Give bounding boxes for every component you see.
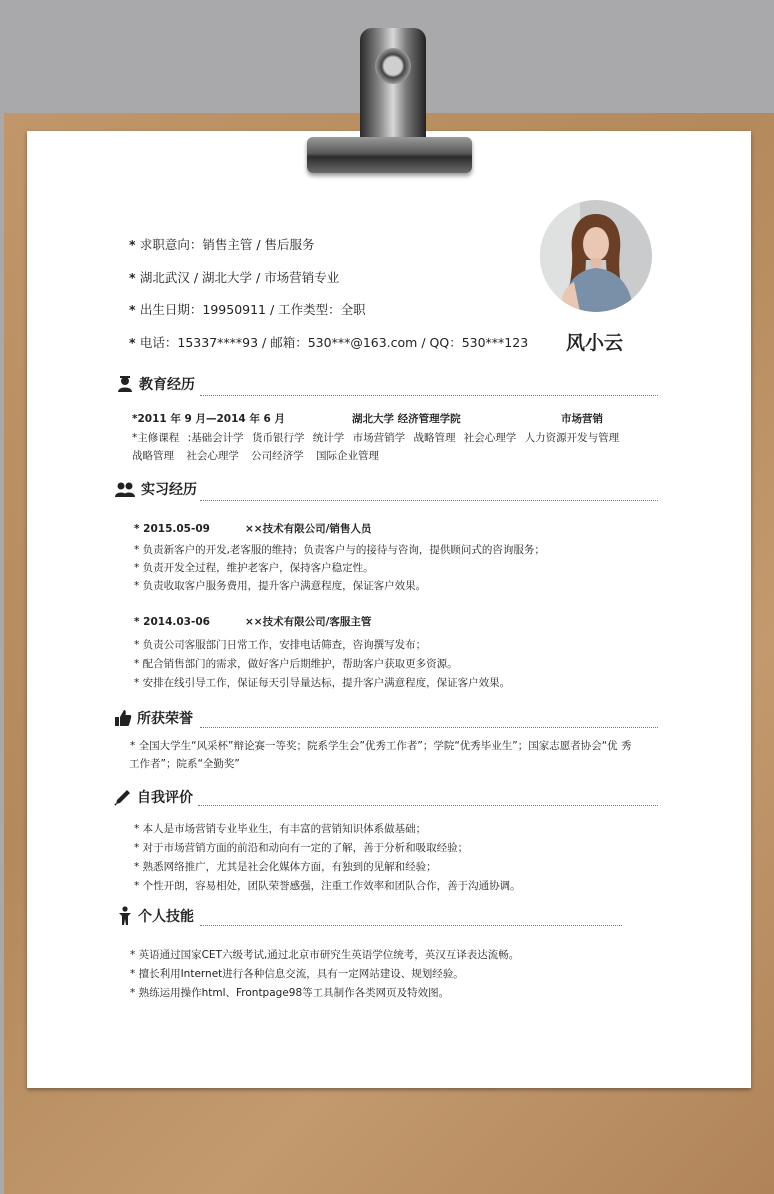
education-title: 教育经历	[139, 377, 195, 393]
education-major: 市场营销	[561, 413, 603, 425]
binder-clip-icon	[360, 28, 426, 143]
section-honors	[114, 708, 193, 728]
job-intention: 求职意向：销售主管 / 售后服务	[139, 237, 315, 252]
job-1-date: * 2015.05-09	[134, 523, 210, 535]
self-evaluation-item: * 本人是市场营销专业毕业生，有丰富的营销知识体系做基础；	[134, 823, 427, 835]
skill-item: * 熟练运用操作html、Frontpage98等工具制作各类网页及特效图。	[130, 987, 450, 999]
job-2-date: * 2014.03-06	[134, 616, 210, 628]
self-evaluation-item: * 个性开朗，容易相处，团队荣誉感强，注重工作效率和团队合作，善于沟通协调。	[134, 880, 521, 892]
person-icon	[117, 906, 133, 926]
honors-text: * 全国大学生“风采杯”辩论赛一等奖；院系学生会”优秀工作者”；学院“优秀毕业生”；国家志愿者协会“优 秀	[130, 740, 632, 752]
section-internship	[114, 479, 197, 499]
skill-item: * 擅长利用Internet进行各种信息交流，具有一定网站建设、规划经验。	[130, 968, 464, 980]
pen-icon	[114, 788, 132, 806]
job-2-item: * 安排在线引导工作，保证每天引导量达标，提升客户满意程度，保证客户效果。	[134, 677, 511, 689]
internship-title: 实习经历	[141, 482, 197, 498]
honors-text-more: 工作者”；院系“全勤奖”	[129, 758, 240, 770]
job-2-item: * 负责公司客服部门日常工作，安排电话筛查，咨询撰写发布；	[134, 639, 427, 651]
person-name: 风小云	[566, 332, 624, 354]
skills-title: 个人技能	[138, 909, 194, 925]
thumbs-up-icon	[114, 709, 132, 727]
education-school: 湖北大学 经济管理学院	[352, 413, 461, 425]
self-evaluation-title: 自我评价	[137, 790, 193, 806]
job-1-company: ××技术有限公司/销售人员	[245, 523, 372, 535]
self-evaluation-item: * 对于市场营销方面的前沿和动向有一定的了解，善于分析和吸取经验；	[134, 842, 469, 854]
education-divider	[200, 395, 658, 396]
section-skills	[117, 906, 194, 926]
graduate-icon	[116, 375, 134, 393]
skills-divider	[200, 925, 622, 926]
job-2-company: ××技术有限公司/客服主管	[245, 616, 372, 628]
self-evaluation-item: * 熟悉网络推广，尤其是社会化媒体方面，有独到的见解和经验；	[134, 861, 437, 873]
location-school: 湖北武汉 / 湖北大学 / 市场营销专业	[139, 269, 340, 285]
self-evaluation-divider	[198, 805, 658, 806]
basic-info: * 求职意向：销售主管 / 售后服务 * 湖北武汉 / 湖北大学 / 市场营销专业 * 出生日期：19950911 / 工作类型：全职 * 电话：15337****93 / 邮箱：530***@163.com / QQ：530***123	[129, 237, 529, 350]
binder-clip-hole	[375, 48, 411, 84]
education-period: *2011 年 9 月—2014 年 6 月	[132, 413, 285, 425]
avatar	[540, 200, 652, 312]
section-education	[116, 374, 195, 394]
skill-item: * 英语通过国家CET六级考试,通过北京市研究生英语学位统考，英汉互译表达流畅。	[130, 949, 520, 961]
education-courses-more: 战略管理 社会心理学 公司经济学 国际企业管理	[132, 450, 380, 462]
job-1-item: * 负责开发全过程，维护老客户，保持客户稳定性。	[134, 562, 374, 574]
education-courses: *主修课程 :基础会计学 货币银行学 统计学 市场营销学 战略管理 社会心理学 人力资源开发与管理	[132, 432, 620, 444]
honors-divider	[200, 727, 658, 728]
job-1-item: * 负责收取客户服务费用，提升客户满意程度，保证客户效果。	[134, 580, 427, 592]
binder-clip-base	[307, 137, 472, 173]
internship-divider	[200, 500, 658, 501]
team-icon	[114, 480, 136, 498]
job-2-item: * 配合销售部门的需求，做好客户后期维护，帮助客户获取更多资源。	[134, 658, 458, 670]
job-1-item: * 负责新客户的开发,老客服的维持；负责客户与的接待与咨询，提供顾问式的咨询服务；	[134, 544, 545, 556]
honors-title: 所获荣誉	[137, 711, 193, 727]
contact-info: 电话：15337****93 / 邮箱：530***@163.com / QQ：530***123	[139, 334, 529, 350]
birth-worktype: 出生日期：19950911 / 工作类型：全职	[139, 302, 366, 317]
section-self-evaluation	[114, 787, 193, 807]
